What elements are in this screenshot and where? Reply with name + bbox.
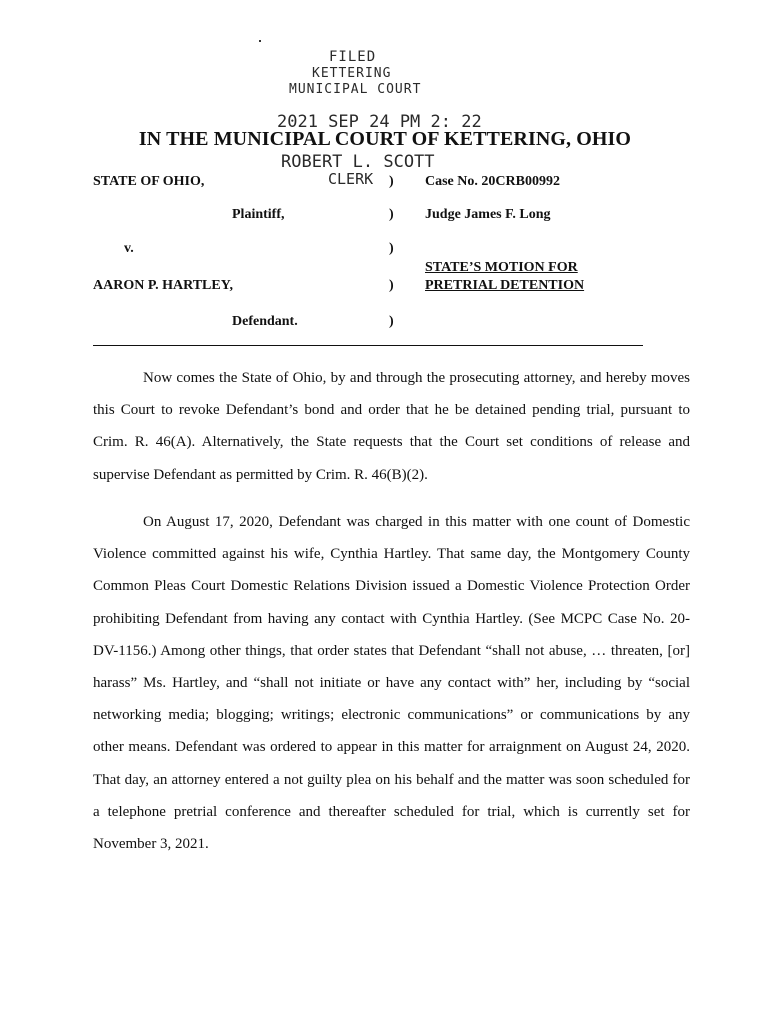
- caption-paren: ): [389, 174, 394, 189]
- caption-paren: ): [389, 314, 394, 329]
- filed-stamp-line: FILED: [329, 49, 377, 65]
- versus: v.: [124, 241, 134, 256]
- plaintiff-name: STATE OF OHIO,: [93, 174, 205, 189]
- defendant-name: AARON P. HARTLEY,: [93, 278, 234, 293]
- body-paragraph-2: On August 17, 2020, Defendant was charged in this matter with one count of Domestic Violence committed against his wife, Cynthia Hartley. That same day, the Montgomery County Common Pleas Court Domestic Relations Division issued a Domestic Violence Protection Order prohibiting Defendant from having any contact with Cynthia Hartley. (See MCPC Case No. 20-DV-1156.) Among other things, that order states that Defendant “shall not abuse, … threaten, [or] harass” Ms. Hartley, and “shall not initiate or have any contact with” her, including by “social networking media; blogging; writings; electronic communications” or communications by any other means. Defendant was ordered to appear in this matter for arraignment on August 24, 2020. That day, an attorney entered a not guilty plea on his behalf and the matter was soon scheduled for a telephone pretrial conference and thereafter scheduled for trial, which is currently set for November 3, 2021.: [93, 514, 690, 853]
- motion-title-line1: STATE’S MOTION FOR: [425, 260, 578, 275]
- caption-paren: ): [389, 241, 394, 256]
- plaintiff-role: Plaintiff,: [232, 207, 285, 222]
- filed-stamp-date: 2021 SEP 24 PM 2: 22: [277, 112, 482, 132]
- caption-paren: ): [389, 278, 394, 293]
- filed-stamp-court: MUNICIPAL COURT: [289, 82, 422, 97]
- court-title: IN THE MUNICIPAL COURT OF KETTERING, OHIO: [138, 128, 632, 150]
- caption-divider: [93, 345, 643, 346]
- motion-title-line2: PRETRIAL DETENTION: [425, 278, 585, 293]
- case-number: Case No. 20CRB00992: [425, 174, 560, 189]
- defendant-role: Defendant.: [232, 314, 298, 329]
- body-paragraph-1: Now comes the State of Ohio, by and through the prosecuting attorney, and hereby moves this Court to revoke Defendant’s bond and order that he be detained pending trial, pursuant to Crim. R. 46(A). Alternatively, the State requests that the Court set conditions of release and supervise Defendant as permitted by Crim. R. 46(B)(2).: [93, 370, 690, 483]
- stray-mark: [259, 40, 261, 42]
- clerk-title-stamp: CLERK: [328, 170, 374, 188]
- caption-paren: ): [389, 207, 394, 222]
- judge-name: Judge James F. Long: [425, 207, 551, 222]
- filed-stamp-city: KETTERING: [312, 66, 392, 81]
- clerk-name-stamp: ROBERT L. SCOTT: [281, 152, 435, 172]
